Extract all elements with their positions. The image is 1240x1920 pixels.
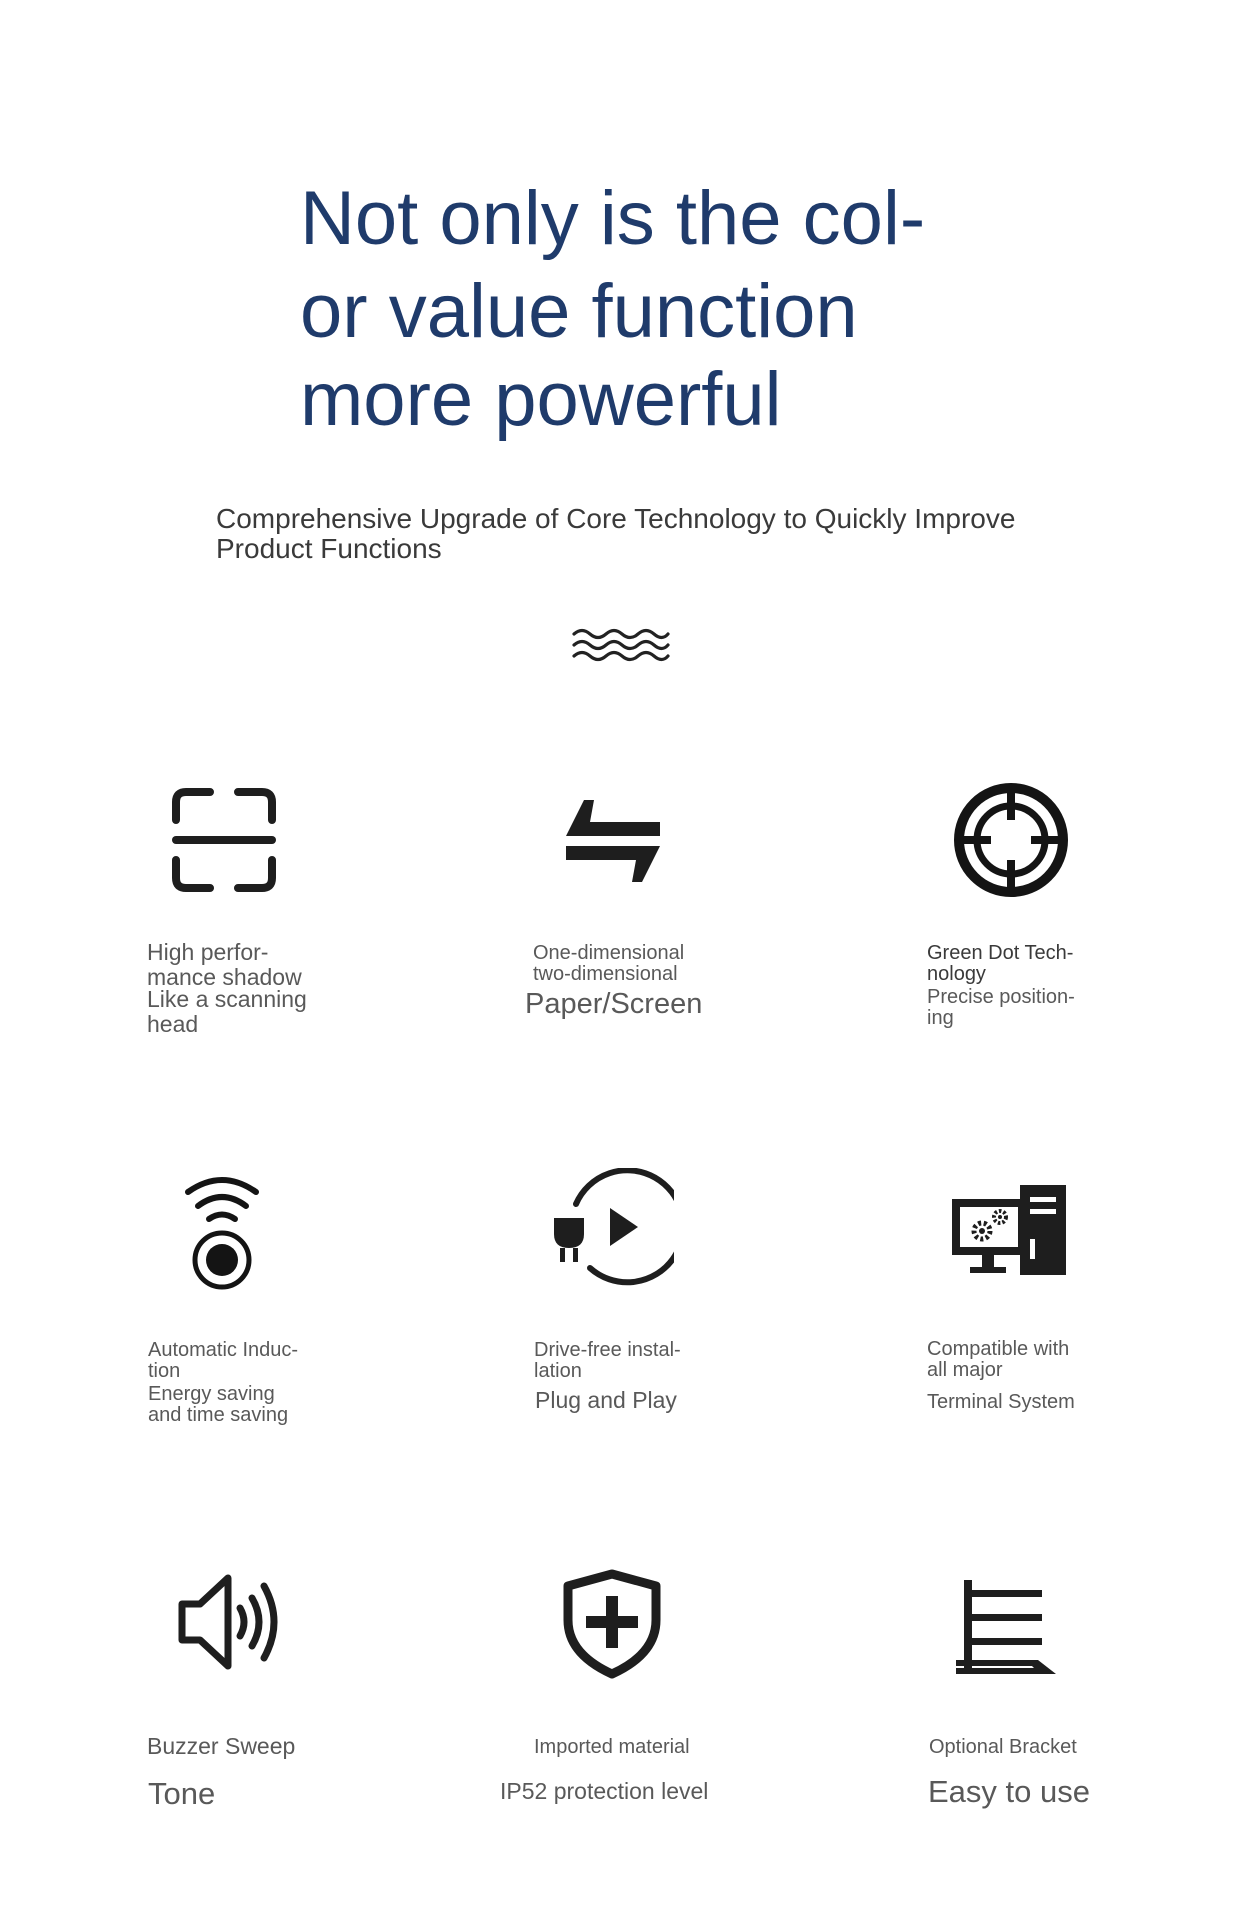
wireless-sensor-icon	[180, 1172, 264, 1290]
computer-settings-icon	[950, 1183, 1068, 1279]
feature-8-line-2: IP52 protection level	[500, 1778, 709, 1804]
page-headline	[300, 175, 925, 443]
shield-cross-icon	[560, 1568, 664, 1680]
swap-arrows-icon	[562, 796, 664, 886]
feature-9-line-1: Optional Bracket	[929, 1736, 1077, 1758]
speaker-volume-icon	[176, 1572, 286, 1672]
feature-6-line-2: Terminal System	[927, 1391, 1075, 1413]
feature-5-line-2: Plug and Play	[535, 1387, 677, 1413]
crosshair-target-icon	[953, 782, 1069, 898]
headline-line-3: more powerful	[300, 356, 782, 442]
feature-2-line-2: Paper/Screen	[525, 988, 703, 1020]
feature-8-line-1: Imported material	[534, 1736, 690, 1758]
feature-3-line-1: Green Dot Tech- nology	[927, 942, 1074, 985]
feature-1-line-2: Like a scanning head	[147, 986, 307, 1038]
feature-6-line-1: Compatible with all major	[927, 1338, 1070, 1381]
wave-divider-icon	[572, 626, 670, 664]
feature-7-line-1: Buzzer Sweep	[147, 1733, 296, 1759]
headline-line-1: Not only is the col-	[300, 176, 926, 261]
feature-5-line-1: Drive-free instal- lation	[534, 1339, 681, 1382]
bracket-stand-icon	[954, 1578, 1058, 1678]
feature-4-line-2: Energy saving and time saving	[148, 1383, 289, 1426]
plug-play-icon	[548, 1168, 674, 1286]
feature-3-line-2: Precise position- ing	[927, 986, 1075, 1029]
subtitle: Comprehensive Upgrade of Core Technology to Quickly Improve Product Functions	[216, 503, 1016, 565]
scan-frame-icon	[170, 786, 278, 894]
feature-9-line-2: Easy to use	[928, 1774, 1090, 1809]
feature-1-line-1: High perfor- mance shadow	[147, 939, 302, 991]
feature-2-line-1: One-dimensional two-dimensional	[533, 942, 685, 985]
headline-line-2: or value function	[300, 269, 858, 355]
feature-7-line-2: Tone	[148, 1776, 216, 1811]
feature-4-line-1: Automatic Induc- tion	[148, 1339, 299, 1382]
